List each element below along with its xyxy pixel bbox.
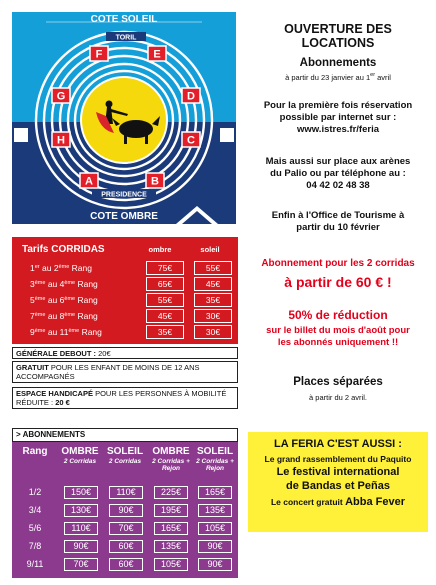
- abonnements-date: à partir du 23 janvier au 1er avril: [285, 72, 391, 82]
- price-ombre: 75€: [146, 261, 184, 275]
- abonnements-title: > ABONNEMENTS: [12, 428, 238, 442]
- tarif-row: 3ème au 4ème Rang 65€ 45€: [22, 277, 228, 291]
- table-row: 7/8 90€ 60€ 135€ 90€: [12, 538, 238, 555]
- office-tourisme-text: Enfin à l'Office de Tourisme à partir du 10 février: [271, 210, 405, 233]
- price-soleil: 55€: [194, 261, 232, 275]
- reduction-title: 50% de réduction: [288, 308, 388, 322]
- page-title: OUVERTURE DES LOCATIONS: [284, 22, 392, 50]
- section-badge-g: [52, 88, 70, 103]
- table-row: 1/2 150€ 110€ 225€ 165€: [12, 484, 238, 501]
- tarif-row: 7ème au 8ème Rang 45€ 30€: [22, 309, 228, 323]
- table-row: 9/11 70€ 60€ 105€ 90€: [12, 556, 238, 573]
- section-badge-a: [80, 173, 98, 188]
- cote-soleil-label: COTE SOLEIL: [90, 14, 158, 25]
- col-soleil-2c: SOLEIL 2 Corridas: [106, 446, 144, 465]
- places-separees-title: Places séparées: [293, 376, 383, 388]
- tarifs-corridas-table: [12, 237, 238, 344]
- web-booking-text: Pour la première fois réservation possible par internet sur : www.istres.fr/feria: [248, 100, 428, 136]
- feria-line-festival: Le festival international: [276, 466, 400, 479]
- col-rang: Rang: [22, 446, 48, 457]
- places-separees-date: à partir du 2 avril.: [309, 393, 367, 402]
- section-badge-c: [182, 132, 200, 147]
- toril-label: TORIL: [115, 34, 137, 42]
- col-ombre: ombre: [148, 245, 172, 254]
- price-ombre: 65€: [146, 277, 184, 291]
- svg-text:C: C: [187, 134, 195, 147]
- col-ombre-rejon: OMBRE 2 Corridas + Rejon: [152, 446, 190, 472]
- offer-price: à partir de 60 € !: [284, 274, 392, 290]
- svg-text:B: B: [151, 175, 159, 188]
- price-ombre: 55€: [146, 293, 184, 307]
- side-marker-left: [14, 128, 28, 142]
- abonnements-heading: Abonnements: [299, 57, 377, 69]
- phone-number: 04 42 02 48 38: [306, 180, 370, 191]
- svg-text:H: H: [57, 134, 65, 147]
- gratuit-note: GRATUIT POUR LES ENFANT DE MOINS DE 12 ANS ACCOMPAGNÉS: [12, 361, 238, 383]
- handicape-note: ESPACE HANDICAPÉ POUR LES PERSONNES À MOBILITÉ RÉDUITE : 20 €: [12, 387, 238, 409]
- price-soleil: 35€: [194, 293, 232, 307]
- svg-text:F: F: [95, 48, 103, 61]
- tarifs-title: Tarifs CORRIDAS: [22, 244, 105, 255]
- tarif-row: 1er au 2ème Rang 75€ 55€: [22, 261, 228, 275]
- table-row: 3/4 130€ 90€ 195€ 135€: [12, 502, 238, 519]
- onsite-booking-text: Mais aussi sur place aux arènes du Palio ou par téléphone au : 04 42 02 48 38: [248, 156, 428, 192]
- feria-line-bandas: de Bandas et Peñas: [286, 479, 390, 492]
- table-row: 5/6 110€ 70€ 165€ 105€: [12, 520, 238, 537]
- section-badge-b: [146, 173, 164, 188]
- col-ombre-2c: OMBRE 2 Corridas: [61, 446, 99, 465]
- price-soleil: 30€: [194, 325, 232, 339]
- price-ombre: 35€: [146, 325, 184, 339]
- price-soleil: 30€: [194, 309, 232, 323]
- cote-ombre-label: COTE OMBRE: [90, 211, 158, 222]
- col-soleil-rejon: SOLEIL 2 Corridas + Rejon: [196, 446, 234, 472]
- arena-ring-sand: [81, 77, 167, 163]
- svg-text:D: D: [187, 90, 195, 103]
- price-ombre: 45€: [146, 309, 184, 323]
- arena-plan: [12, 12, 236, 224]
- abonnements-table: [12, 428, 238, 578]
- section-badge-d: [182, 88, 200, 103]
- svg-text:G: G: [56, 90, 66, 103]
- tarif-row: 5ème au 6ème Rang 55€ 35€: [22, 293, 228, 307]
- tarif-row: 9ème au 11ème Rang 35€ 30€: [22, 325, 228, 339]
- col-soleil: soleil: [200, 245, 220, 254]
- price-soleil: 45€: [194, 277, 232, 291]
- presidence-label: PRESIDENCE: [101, 191, 147, 199]
- section-badge-e: [148, 46, 166, 61]
- svg-text:E: E: [153, 48, 161, 61]
- generale-debout-note: GÉNÉRALE DEBOUT : 20€: [12, 347, 238, 359]
- side-marker-right: [220, 128, 234, 142]
- section-badge-h: [52, 132, 70, 147]
- feria-line-concert: Le concert gratuit Abba Fever: [270, 495, 406, 508]
- offer-line: Abonnement pour les 2 corridas: [261, 258, 415, 269]
- reduction-text: sur le billet du mois d'août pour les abonnés uniquement !!: [266, 325, 410, 348]
- feria-box: [248, 432, 428, 532]
- feria-title: LA FERIA C'EST AUSSI :: [274, 438, 402, 450]
- section-badge-f: [90, 46, 108, 61]
- svg-text:A: A: [85, 175, 93, 188]
- web-url: www.istres.fr/feria: [296, 124, 379, 135]
- feria-line-paquito: Le grand rassemblement du Paquito: [264, 454, 412, 465]
